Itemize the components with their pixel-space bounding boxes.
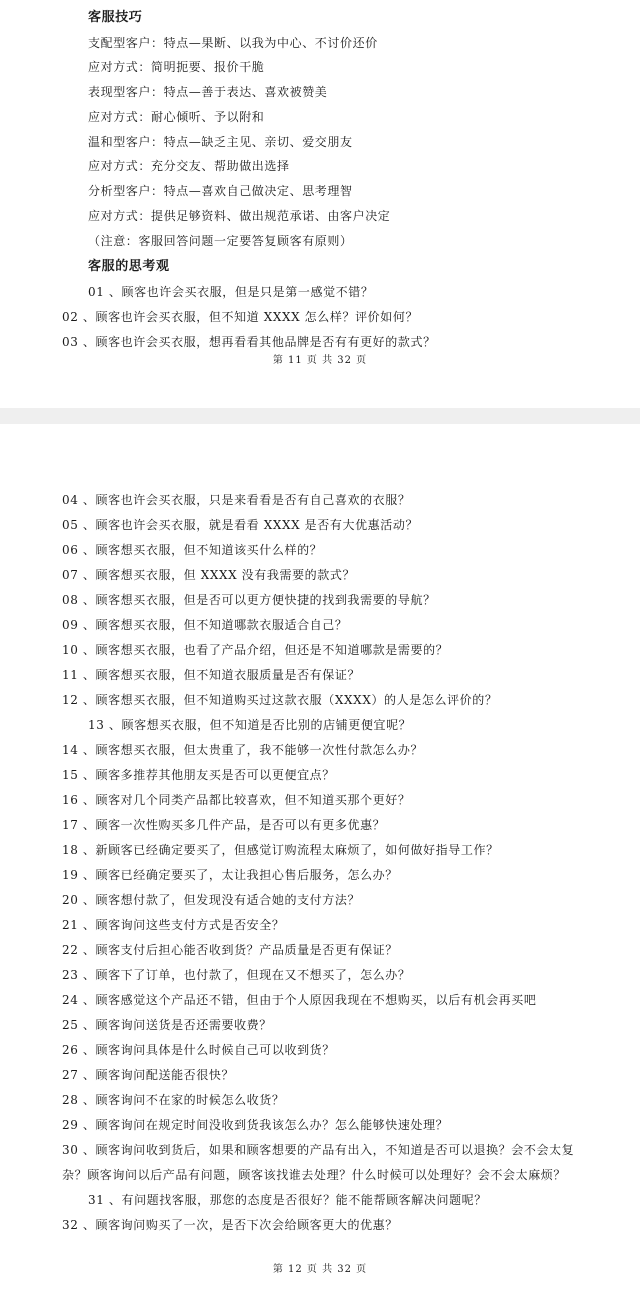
- page-footer: 第 11 页 共 32 页: [272, 355, 368, 366]
- question-line: 29 、顾客询问在规定时间没收到货我该怎么办？怎么能够快速处理？: [62, 1118, 449, 1132]
- question-line: 26 、顾客询问具体是什么时候自己可以收到货？: [62, 1043, 335, 1057]
- question-line: 13 、顾客想买衣服，但不知道是否比别的店铺更便宜呢？: [88, 718, 412, 732]
- question-line: 16 、顾客对几个同类产品都比较喜欢，但不知道买那个更好？: [62, 793, 411, 807]
- question-line: 08 、顾客想买衣服，但是否可以更方便快捷的找到我需要的导航？: [62, 593, 436, 607]
- text-line: 应对方式：提供足够资料、做出规范承诺、由客户决定: [88, 209, 391, 223]
- question-line: 14 、顾客想买衣服，但太贵重了，我不能够一次性付款怎么办？: [62, 743, 424, 757]
- question-line: 09 、顾客想买衣服，但不知道哪款衣服适合自己？: [62, 618, 348, 632]
- question-line: 07 、顾客想买衣服，但 XXXX 没有我需要的款式？: [62, 568, 356, 582]
- document-page-12: [0, 424, 640, 1294]
- text-line: 支配型客户：特点—果断、以我为中心、不讨价还价: [88, 36, 378, 50]
- question-line: 05 、顾客也许会买衣服，就是看看 XXXX 是否有大优惠活动？: [62, 518, 419, 532]
- question-line: 22 、顾客支付后担心能否收到货？产品质量是否更有保证？: [62, 943, 398, 957]
- question-line: 12 、顾客想买衣服，但不知道购买过这款衣服（XXXX）的人是怎么评价的？: [62, 693, 498, 707]
- page-footer: 第 12 页 共 32 页: [272, 1264, 368, 1275]
- text-line: 应对方式：耐心倾听、予以附和: [88, 110, 265, 124]
- question-line: 27 、顾客询问配送能否很快？: [62, 1068, 235, 1082]
- question-line: 25 、顾客询问送货是否还需要收费？: [62, 1018, 272, 1032]
- text-line: （注意：客服回答问题一定要答复顾客有原则）: [88, 234, 353, 248]
- question-line-continuation: 杂？顾客询问以后产品有问题，顾客该找谁去处理？什么时候可以处理好？会不会太麻烦？: [62, 1168, 567, 1182]
- question-line: 15 、顾客多推荐其他朋友买是否可以更便宜点？: [62, 768, 335, 782]
- question-line: 17 、顾客一次性购买多几件产品，是否可以有更多优惠？: [62, 818, 386, 832]
- question-line: 02 、顾客也许会买衣服，但不知道 XXXX 怎么样？评价如何？: [62, 310, 419, 324]
- text-line: 温和型客户：特点—缺乏主见、亲切、爱交朋友: [88, 135, 353, 149]
- question-line: 20 、顾客想付款了，但发现没有适合她的支付方法？: [62, 893, 361, 907]
- question-line: 01 、顾客也许会买衣服，但是只是第一感觉不错？: [88, 285, 374, 299]
- question-line: 21 、顾客询问这些支付方式是否安全？: [62, 918, 285, 932]
- question-line: 18 、新顾客已经确定要买了，但感觉订购流程太麻烦了，如何做好指导工作？: [62, 843, 499, 857]
- question-line: 19 、顾客已经确定要买了，太让我担心售后服务，怎么办？: [62, 868, 398, 882]
- question-line: 03 、顾客也许会买衣服，想再看看其他品牌是否有有更好的款式？: [62, 335, 436, 349]
- question-line: 31 、有问题找客服，那您的态度是否很好？能不能帮顾客解决问题呢？: [88, 1193, 487, 1207]
- section-heading-customer-service-skills: 客服技巧: [88, 10, 143, 25]
- question-line: 28 、顾客询问不在家的时候怎么收货？: [62, 1093, 285, 1107]
- question-line: 06 、顾客想买衣服，但不知道该买什么样的？: [62, 543, 323, 557]
- section-heading-service-thinking: 客服的思考观: [88, 259, 170, 274]
- question-line: 24 、顾客感觉这个产品还不错，但由于个人原因我现在不想购买，以后有机会再买吧: [62, 993, 537, 1007]
- text-line: 应对方式：简明扼要、报价干脆: [88, 60, 265, 74]
- text-line: 表现型客户：特点—善于表达、喜欢被赞美: [88, 85, 328, 99]
- question-line: 32 、顾客询问购买了一次，是否下次会给顾客更大的优惠？: [62, 1218, 398, 1232]
- question-line: 30 、顾客询问收到货后，如果和顾客想要的产品有出入，不知道是否可以退换？会不会太复: [62, 1143, 575, 1157]
- text-line: 分析型客户：特点—喜欢自己做决定、思考理智: [88, 184, 353, 198]
- text-line: 应对方式：充分交友、帮助做出选择: [88, 159, 290, 173]
- question-line: 23 、顾客下了订单，也付款了，但现在又不想买了，怎么办？: [62, 968, 411, 982]
- question-line: 10 、顾客想买衣服，也看了产品介绍，但还是不知道哪款是需要的？: [62, 643, 449, 657]
- question-line: 11 、顾客想买衣服，但不知道衣服质量是否有保证？: [62, 668, 361, 682]
- document-page-11: [0, 0, 640, 408]
- question-line: 04 、顾客也许会买衣服，只是来看看是否有自己喜欢的衣服？: [62, 493, 411, 507]
